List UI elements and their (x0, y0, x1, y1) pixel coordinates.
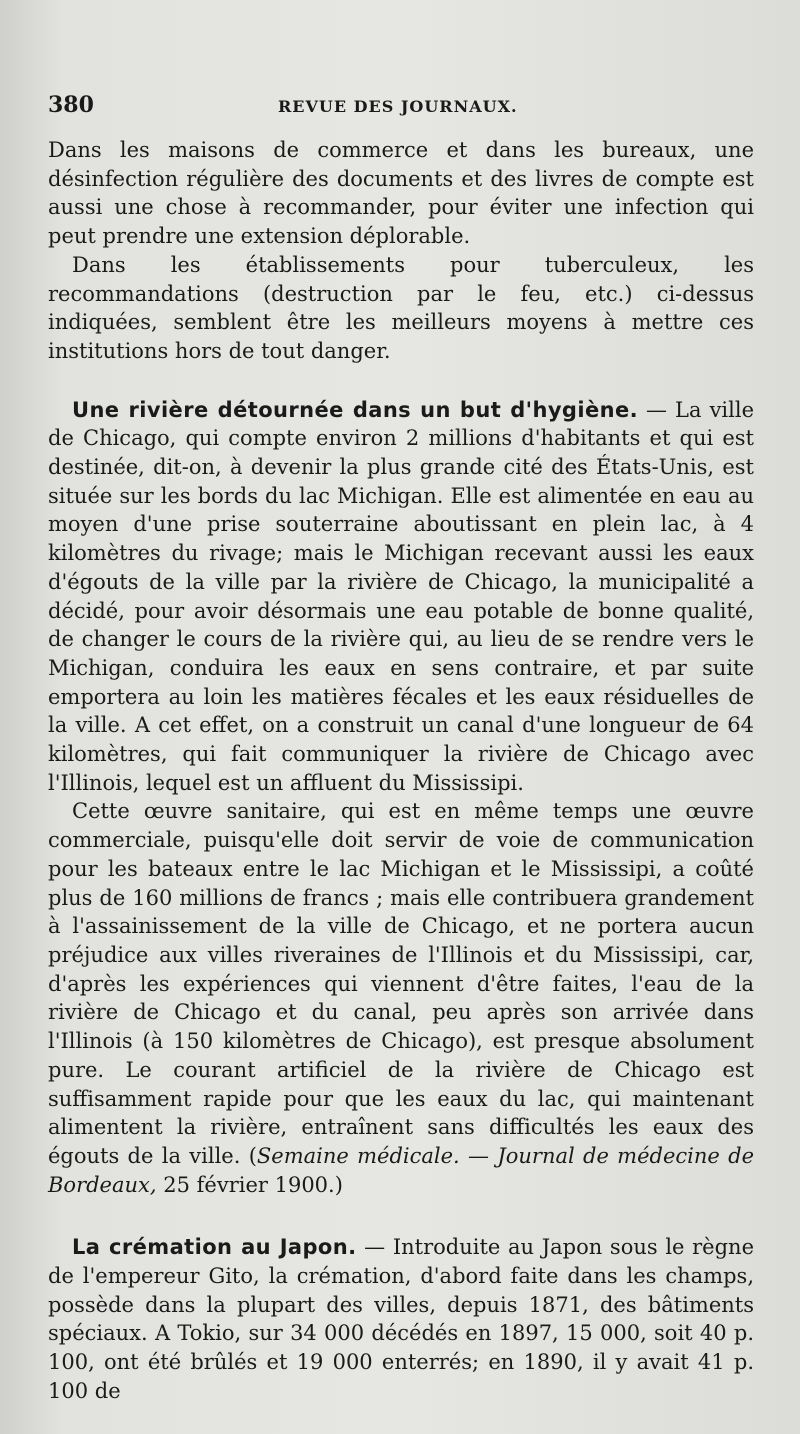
page-number: 380 (48, 92, 94, 118)
sanitary-work-text: Cette œuvre sanitaire, qui est en même temps une œuvre commerciale, puisqu'elle doit servir de voie de communication pour les bateaux entre le lac Michigan et le Mississipi, a coûté plus de 160 millions de francs ; mais elle contribuera grandement à l'assainissement de la ville de Chicago, et ne portera aucun préjudice aux villes riveraines de l'Illinois et du Mississipi, car, d'après les expériences qui viennent d'être faites, l'eau de la rivière de Chicago et du canal, peu après son arrivée dans l'Illinois (à 150 kilomètres de Chicago), est presque absolument pure. Le courant artificiel de la rivière de Chicago est suffisamment rapide pour que les eaux du lac, qui maintenant alimentent la rivière, entraînent sans difficultés les eaux des égouts de la ville. ( (48, 799, 754, 1168)
paragraph-cremation-japan (48, 1233, 754, 1405)
cremation-text: — Introduite au Japon sous le règne de l'empereur Gito, la crémation, d'abord faite dans les champs, possède dans la plupart des villes, depuis 1871, des bâtiments spéciaux. A Tokio, sur 34 000 décédés en 1897, 15 000, soit 40 p. 100, ont été brûlés et 19 000 enterrés; en 1890, il y avait 41 p. 100 de (48, 1235, 754, 1403)
running-title: REVUE DES JOURNAUX. (278, 97, 518, 116)
page-header (48, 92, 754, 132)
source-citation: Semaine médicale. — Journal de médecine de Bordeaux, (48, 1143, 754, 1197)
paragraph-sanitary-work (48, 797, 754, 1199)
section-title-chicago: Une rivière détournée dans un but d'hygiène. (72, 397, 638, 422)
source-date: 25 février 1900.) (156, 1172, 343, 1197)
section-gap (48, 366, 754, 396)
paragraph-tuberculosis: Dans les établissements pour tuberculeux, les recommandations (destruction par le feu, etc.) ci-dessus indiquées, semblent être les meilleurs moyens à mettre ces institutions hors de tout danger. (48, 252, 754, 363)
paragraph-chicago-river (48, 396, 754, 798)
chicago-river-text: — La ville de Chicago, qui compte environ 2 millions d'habitants et qui est destinée, dit-on, à devenir la plus grande cité des États-Unis, est située sur les bords du lac Michigan. Elle est alimentée en eau au moyen d'une prise souterraine aboutissant en plein lac, à 4 kilomètres du rivage; mais le Michigan recevant aussi les eaux d'égouts de la ville par la rivière de Chicago, la municipalité a décidé, pour avoir désormais une eau potable de bonne qualité, de changer le cours de la rivière qui, au lieu de se rendre vers le Michigan, conduira les eaux en sens contraire, et par suite emportera au loin les matières fécales et les eaux résiduelles de la ville. A cet effet, on a construit un canal d'une longueur de 64 kilomètres, qui fait communiquer la rivière de Chicago avec l'Illinois, lequel est un affluent du Mississipi. (48, 397, 755, 795)
section-title-cremation: La crémation au Japon. (72, 1235, 357, 1260)
section-gap (48, 1199, 754, 1233)
paragraph-disinfection: Dans les maisons de commerce et dans les bureaux, une désinfection régulière des documents et des livres de compte est aussi une chose à recommander, pour éviter une infection qui peut prendre une extension déplorable. (48, 138, 754, 249)
article-body (48, 136, 754, 1406)
